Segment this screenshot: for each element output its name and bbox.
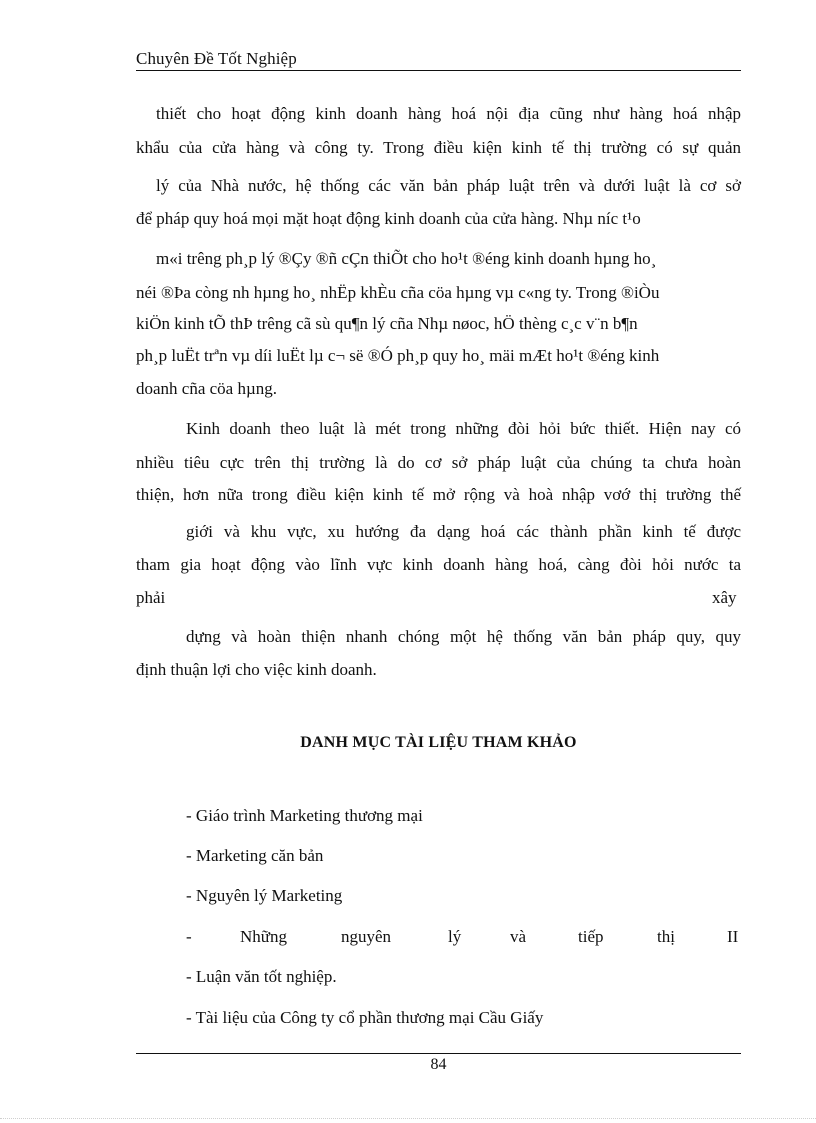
body-line: tham gia hoạt động vào lĩnh vực kinh doanh hàng hoá, càng đòi hỏi nước ta [136,555,741,574]
reference-item: - Giáo trình Marketing thương mại [186,806,423,825]
body-line: m«i trêng ph¸p lý ®Çy ®ñ cÇn thiÕt cho ho¹t ®éng kinh doanh hµng ho¸ [156,249,657,268]
references-heading: DANH MỤC TÀI LIỆU THAM KHẢO [300,734,577,751]
header-rule [136,70,741,71]
reference-item-word: thị [657,927,675,946]
body-line: kiÖn kinh tÕ thÞ trêng cã sù qu¶n lý cña Nhµ nøoc, hÖ thèng c¸c v¨n b¶n [136,314,638,333]
reference-item-word: lý [448,927,462,946]
body-line: xây [712,588,737,607]
reference-item-word: và [510,927,527,946]
body-line: doanh cña cöa hµng. [136,379,278,398]
reference-item-word: - [186,927,192,946]
body-line: phải [136,588,166,607]
body-line: để pháp quy hoá mọi mặt hoạt động kinh doanh của cửa hàng. Nhµ níc t¹o [136,209,641,228]
reference-item: - Luận văn tốt nghiệp. [186,967,337,986]
reference-item: - Tài liệu của Công ty cổ phần thương mại Cầu Giấy [186,1008,544,1027]
reference-item: - Nguyên lý Marketing [186,886,343,905]
body-line: định thuận lợi cho việc kinh doanh. [136,660,377,679]
body-line: thiện, hơn nữa trong điều kiện kinh tế mở rộng và hoà nhập vơớ thị trường thế [136,485,741,504]
reference-item: - Marketing căn bản [186,846,324,865]
body-line: khẩu của cửa hàng và công ty. Trong điều kiện kinh tế thị trường có sự quản [136,138,741,157]
body-line: nhiều tiêu cực trên thị trường là do cơ sở pháp luật của chúng ta chưa hoàn [136,453,741,472]
body-line: ph¸p luËt trªn vµ díi luËt lµ c¬ së ®Ó ph¸p quy ho¸ mäi mÆt ho¹t ®éng kinh [136,346,660,365]
footer-rule [136,1053,741,1054]
reference-item-word: tiếp [578,927,604,946]
body-line: Kinh doanh theo luật là mét trong những đòi hỏi bức thiết. Hiện nay có [186,419,741,438]
body-line: lý của Nhà nước, hệ thống các văn bản pháp luật trên và dưới luật là cơ sở [156,176,741,195]
running-header-title: Chuyên Đề Tốt Nghiệp [136,49,297,68]
body-line: thiết cho hoạt động kinh doanh hàng hoá nội địa cũng như hàng hoá nhập [156,104,741,123]
body-line: néi ®Þa còng nh hµng ho¸ nhËp khÈu cña cöa hµng vµ c«ng ty. Trong ®iÒu [136,283,660,302]
reference-item-word: nguyên [341,927,392,946]
reference-item-word: Những [240,927,287,946]
page-bottom-dotted-border [0,1118,816,1119]
body-line: dựng và hoàn thiện nhanh chóng một hệ thống văn bản pháp quy, quy [186,627,741,646]
reference-item-word: II [727,927,739,946]
page-number: 84 [430,1056,447,1073]
body-line: giới và khu vực, xu hướng đa dạng hoá các thành phần kinh tế được [186,522,741,541]
